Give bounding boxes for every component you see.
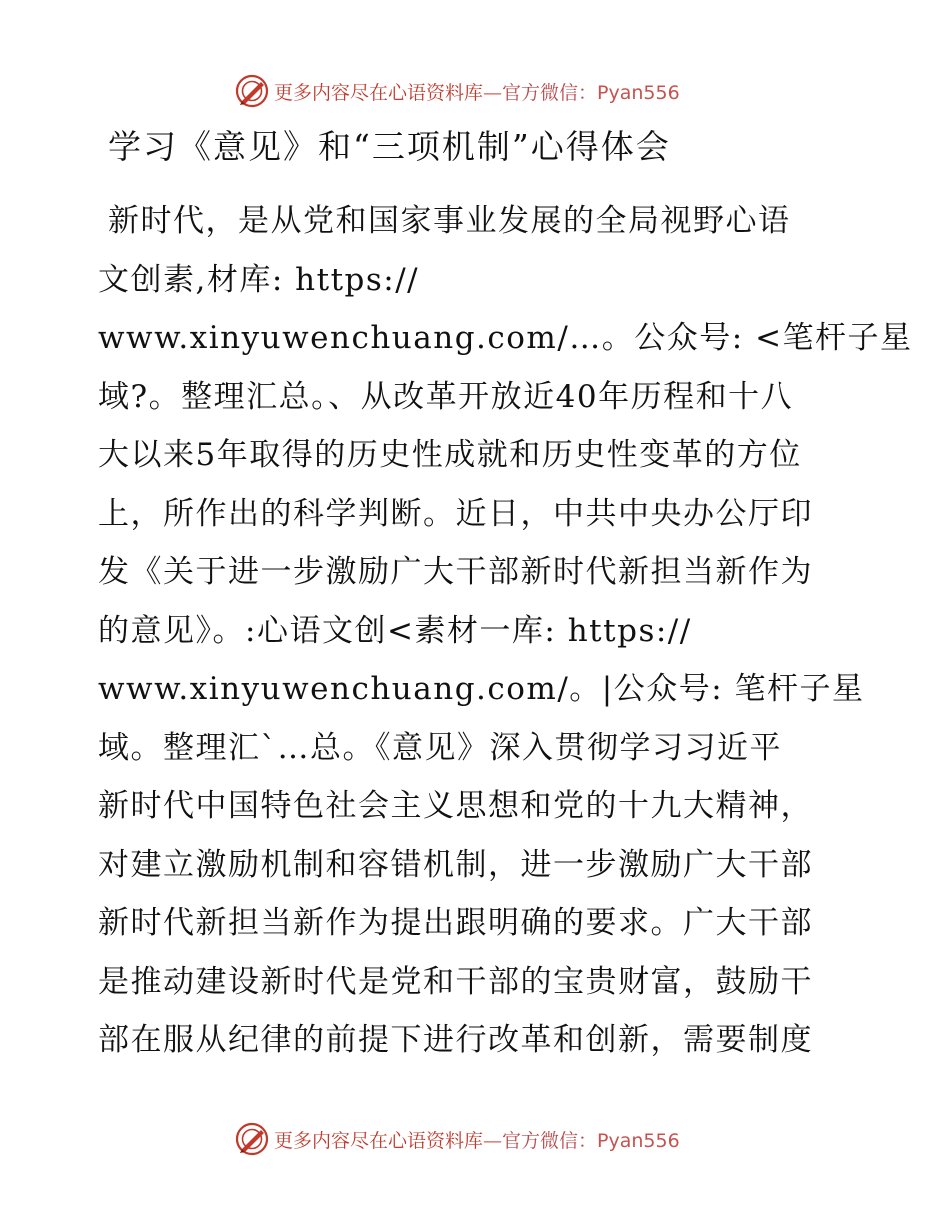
watermark-text [274, 1126, 680, 1153]
watermark-official-label: 官方微信： [502, 1129, 598, 1152]
pen-logo-icon [234, 73, 270, 109]
body-line: 发《关于进一步激励广大干部新时代新担当新作为 [98, 554, 813, 590]
pen-logo-icon [234, 1121, 270, 1157]
body-line: 对建立激励机制和容错机制，进一步激励广大干部 [98, 846, 813, 883]
document-title: 学习《意见》和“三项机制”心得体会 [108, 127, 671, 166]
watermark-official-label: 官方微信： [502, 81, 598, 104]
watermark-text [274, 78, 680, 105]
body-line: 域?。整理汇总。、从改革开放近40年历程和十八 [98, 378, 794, 415]
body-line: www.xinyuwenchuang.com/…。公众号: <笔杆子星 [98, 320, 913, 356]
body-line: 域。整理汇`…总。《意见》深入贯彻学习习近平 [98, 729, 782, 766]
body-line: 新时代中国特色社会主义思想和党的十九大精神， [98, 788, 813, 824]
watermark-slogan: 更多内容尽在心语资料库 [274, 81, 484, 104]
watermark-wechat-id: Pyan556 [597, 81, 680, 104]
body-line: 新时代，是从党和国家事业发展的全局视野心语 [108, 203, 791, 239]
watermark-separator: — [483, 1129, 503, 1152]
body-line: 文创素,材库: https:// [98, 261, 420, 298]
body-line: 新时代新担当新作为提出跟明确的要求。广大干部 [98, 905, 813, 941]
body-line: 的意见》。:心语文创<素材一库: https:// [98, 612, 692, 649]
watermark-separator: — [483, 81, 503, 104]
body-line: 是推动建设新时代是党和干部的宝贵财富，鼓励干 [98, 963, 813, 1000]
footer-watermark [234, 1119, 680, 1159]
body-line: 上，所作出的科学判断。近日，中共中央办公厅印 [98, 495, 813, 532]
header-watermark [234, 71, 680, 111]
watermark-slogan: 更多内容尽在心语资料库 [274, 1129, 484, 1152]
document-body [98, 192, 913, 1070]
watermark-wechat-id: Pyan556 [597, 1129, 680, 1152]
body-line: 大以来5年取得的历史性成就和历史性变革的方位 [98, 437, 802, 473]
body-line: www.xinyuwenchuang.com/。|公众号: 笔杆子星 [98, 671, 865, 707]
body-line: 部在服从纪律的前提下进行改革和创新，需要制度 [98, 1022, 813, 1058]
